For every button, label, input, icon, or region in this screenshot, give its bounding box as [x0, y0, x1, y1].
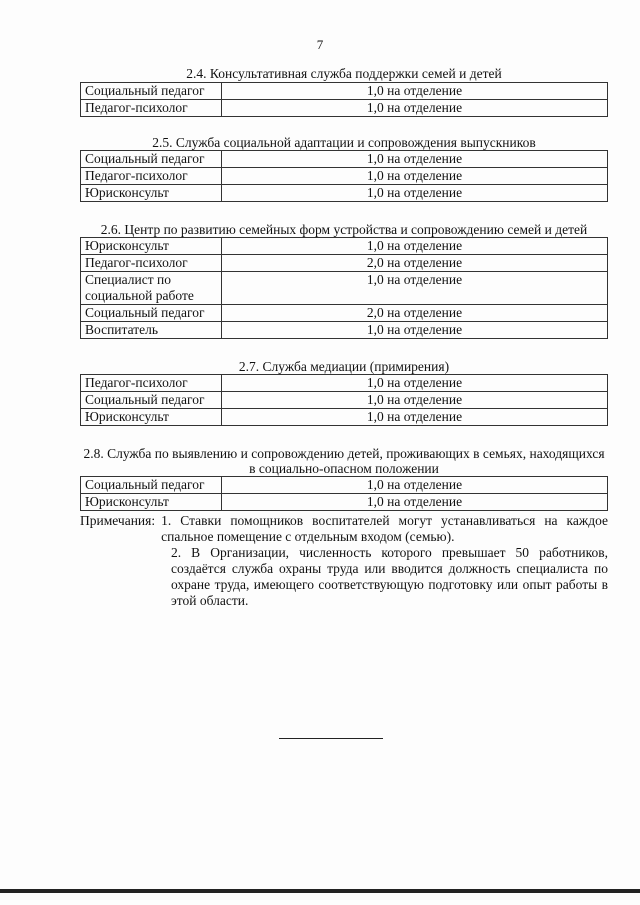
section-2-6 [80, 222, 608, 339]
page-number: 7 [316, 37, 324, 52]
document-body [80, 66, 608, 609]
notes [80, 513, 608, 609]
rate-cell: 1,0 на отделение [222, 272, 608, 305]
role-cell: Социальный педагог [81, 83, 222, 100]
role-cell: Специалист по социальной работе [81, 272, 222, 305]
role-cell: Социальный педагог [81, 151, 222, 168]
section-title: 2.4. Консультативная служба поддержки семей и детей [186, 66, 502, 81]
note-2: 2. В Организации, численность которого превышает 50 работников, создаётся служба охраны труда или вводится должность специалиста по охране труда, имеющего соответствующую подготовку или опыт работы в этой области. [171, 545, 608, 608]
table-row [81, 392, 608, 409]
table-row [81, 375, 608, 392]
table-row [81, 322, 608, 339]
table-row [81, 185, 608, 202]
role-cell: Юрисконсульт [81, 409, 222, 426]
rate-cell: 1,0 на отделение [222, 83, 608, 100]
section-title: 2.7. Служба медиации (примирения) [238, 359, 450, 374]
section-title: 2.6. Центр по развитию семейных форм устройства и сопровождению семей и детей [100, 222, 588, 237]
section-title: 2.5. Служба социальной адаптации и сопровождения выпускников [152, 135, 536, 150]
table-row [81, 151, 608, 168]
note-1: 1. Ставки помощников воспитателей могут устанавливаться на каждое спальное помещение с отдельным входом (семью). [161, 513, 608, 544]
rate-cell: 1,0 на отделение [222, 409, 608, 426]
table-row [81, 255, 608, 272]
staff-table [80, 237, 608, 339]
role-cell: Педагог-психолог [81, 375, 222, 392]
role-cell: Социальный педагог [81, 392, 222, 409]
table-row [81, 409, 608, 426]
rate-cell: 1,0 на отделение [222, 185, 608, 202]
table-row [81, 168, 608, 185]
staff-table [80, 150, 608, 202]
rate-cell: 1,0 на отделение [222, 151, 608, 168]
rate-cell: 1,0 на отделение [222, 238, 608, 255]
closing-rule [279, 738, 383, 739]
section-2-7 [80, 359, 608, 426]
rate-cell: 1,0 на отделение [222, 100, 608, 117]
role-cell: Юрисконсульт [81, 238, 222, 255]
role-cell: Юрисконсульт [81, 185, 222, 202]
table-row [81, 238, 608, 255]
rate-cell: 1,0 на отделение [222, 322, 608, 339]
section-title: 2.8. Служба по выявлению и сопровождению детей, проживающих в семьях, находящихся в социально-опасном положении [83, 446, 605, 476]
staff-table [80, 82, 608, 117]
role-cell: Педагог-психолог [81, 255, 222, 272]
role-cell: Педагог-психолог [81, 100, 222, 117]
rate-cell: 1,0 на отделение [222, 477, 608, 494]
scan-edge-bar [0, 889, 640, 893]
notes-label: Примечания: [80, 513, 156, 528]
rate-cell: 2,0 на отделение [222, 255, 608, 272]
staff-table [80, 476, 608, 511]
staff-table [80, 374, 608, 426]
table-row [81, 305, 608, 322]
rate-cell: 1,0 на отделение [222, 494, 608, 511]
table-row [81, 494, 608, 511]
table-row [81, 272, 608, 305]
rate-cell: 1,0 на отделение [222, 375, 608, 392]
table-row [81, 83, 608, 100]
role-cell: Социальный педагог [81, 305, 222, 322]
table-row [81, 100, 608, 117]
role-cell: Воспитатель [81, 322, 222, 339]
rate-cell: 1,0 на отделение [222, 392, 608, 409]
role-cell: Социальный педагог [81, 477, 222, 494]
section-2-4 [80, 66, 608, 117]
section-2-8 [80, 446, 608, 511]
rate-cell: 1,0 на отделение [222, 168, 608, 185]
table-row [81, 477, 608, 494]
rate-cell: 2,0 на отделение [222, 305, 608, 322]
section-2-5 [80, 135, 608, 202]
role-cell: Юрисконсульт [81, 494, 222, 511]
role-cell: Педагог-психолог [81, 168, 222, 185]
